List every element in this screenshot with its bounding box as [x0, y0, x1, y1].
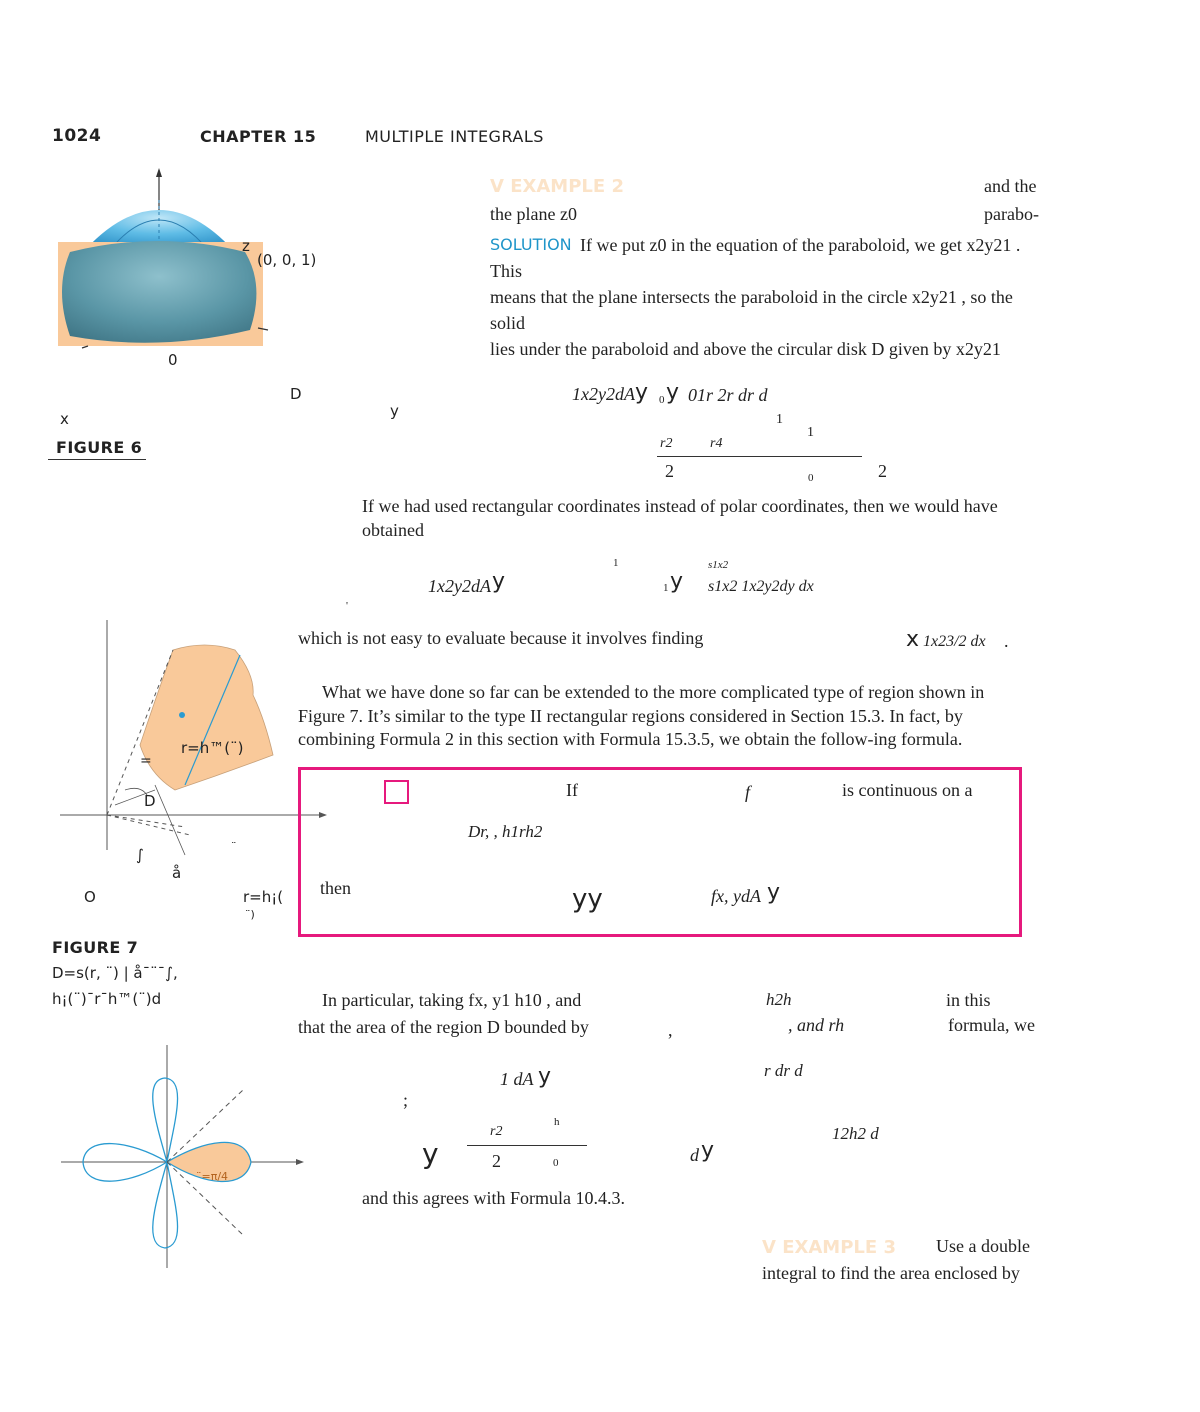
r-h1-label-b: ¨)	[245, 908, 255, 921]
region-d	[140, 645, 273, 790]
point-label: (0, 0, 1)	[257, 251, 317, 269]
figure-6-caption: FIGURE 6	[48, 438, 146, 460]
solution-label: SOLUTION	[490, 235, 572, 254]
dots-label: ¨	[231, 840, 237, 853]
polar-r2: r2	[660, 436, 673, 451]
box-integrand: fx, ydA	[711, 886, 761, 906]
polar-lhs: 1x2y2dA	[572, 384, 635, 404]
a-ring-label: å	[172, 864, 182, 882]
example-2-line2-left: the plane z0	[490, 204, 577, 224]
solution-this: This	[490, 261, 523, 281]
rect-integral-1: y	[492, 569, 506, 594]
finding-rest: 1x23/2 dx	[923, 633, 986, 650]
polar-denom2a: 2	[665, 461, 674, 481]
box-then: then	[320, 878, 351, 898]
area-agrees: and this agrees with Formula 10.4.3.	[362, 1188, 625, 1208]
area-big-integral: y	[422, 1137, 439, 1170]
finding-integral: x	[906, 627, 920, 652]
not-easy-line: which is not easy to evaluate because it involves finding	[298, 628, 704, 648]
polar-rhs: 01r 2r dr d	[688, 385, 768, 405]
figure-7-d-label: D	[144, 792, 156, 810]
area-formula-we: formula, we	[948, 1015, 1035, 1035]
area-denom2: 2	[492, 1151, 501, 1171]
area-r2: r2	[490, 1124, 503, 1139]
r-h1-label: r=h¡(	[243, 888, 284, 906]
polar-denom0: 0	[808, 472, 814, 484]
area-sub0: 0	[553, 1157, 559, 1169]
alpha-label: ∫	[136, 846, 144, 864]
polar-sub0: 0	[659, 394, 665, 406]
example-2-line1-right: and the	[984, 176, 1037, 196]
theta-pi-4-label: ¨=π/4	[196, 1170, 229, 1183]
general-para-3: combining Formula 2 in this section with Formula 15.3.5, we obtain the follow-ing formula.	[298, 729, 963, 749]
box-region: Dr, , h1rh2	[468, 822, 543, 841]
example-3-use: Use a double	[936, 1236, 1030, 1256]
finding-dot: .	[1004, 631, 1009, 651]
box-double-integral: yy	[572, 884, 603, 914]
polar-sup1a: 1	[776, 412, 783, 427]
area-in-particular: In particular, taking fx, y1 h10 , and	[322, 990, 582, 1010]
solution-text: If we put z0 in the equation of the paraboloid, we get x2y21 .	[580, 235, 1021, 255]
area-h-limit: h	[554, 1116, 560, 1128]
area-and-rh: , and rh	[788, 1015, 845, 1035]
rect-integral-2: y	[670, 569, 684, 594]
example-2-tag: V EXAMPLE 2	[490, 176, 624, 197]
rect-mark: '	[346, 600, 348, 612]
general-para-1: What we have done so far can be extended to the more complicated type of region shown in	[322, 682, 985, 702]
rect-inner: s1x2 1x2y2dy dx	[708, 578, 814, 595]
area-semicolon: ;	[403, 1090, 409, 1110]
figure-7-cap-line2: h¡(¨)¯r¯h™(¨)d	[52, 990, 162, 1008]
x-axis-label: x	[60, 410, 69, 428]
general-para-2: Figure 7. It’s similar to the type II rectangular regions considered in Section 15.3. In fact, by	[298, 706, 963, 726]
area-one-da-integral: y	[538, 1064, 552, 1089]
figure-6-paraboloid	[40, 160, 360, 450]
figure-7-caption: FIGURE 7	[52, 938, 139, 957]
polar-fraction-bar	[657, 456, 862, 457]
rect-lhs: 1x2y2dA	[428, 576, 491, 596]
ray-alpha	[107, 815, 190, 835]
polar-denom2b: 2	[878, 461, 887, 481]
area-fraction-bar	[467, 1145, 587, 1146]
area-h2h: h2h	[766, 990, 792, 1009]
area-that-line: that the area of the region D bounded by	[298, 1017, 589, 1037]
origin-label: 0	[168, 351, 178, 369]
area-half-h: 12h2 d	[832, 1124, 879, 1143]
solution-solid: solid	[490, 313, 526, 333]
polar-integral-2: y	[666, 380, 680, 405]
petal-top	[153, 1078, 178, 1162]
chapter-label: CHAPTER 15	[200, 127, 317, 146]
box-continuous: is continuous on a	[842, 780, 973, 800]
polar-sup1b: 1	[807, 425, 814, 440]
example-2-line2-right: parabo-	[984, 204, 1039, 224]
theta-beta-label: =	[140, 753, 152, 769]
page-number: 1024	[52, 126, 102, 146]
section-title: MULTIPLE INTEGRALS	[365, 127, 544, 146]
petal-bottom	[153, 1162, 178, 1248]
region-d-label: D	[290, 385, 302, 403]
area-d: d	[690, 1145, 699, 1165]
example-3-tag: V EXAMPLE 3	[762, 1237, 896, 1258]
solution-lies: lies under the paraboloid and above the circular disk D given by x2y21	[490, 339, 1001, 359]
z-axis-label: z	[242, 237, 250, 255]
polar-integral-1: y	[635, 380, 649, 405]
figure-8-rose	[55, 1040, 315, 1275]
rect-upper: s1x2	[708, 559, 729, 571]
rect-sup1: 1	[613, 557, 619, 569]
rect-intro: If we had used rectangular coordinates instead of polar coordinates, then we would have	[362, 496, 998, 516]
polar-r4: r4	[710, 436, 723, 451]
area-in-this: in this	[946, 990, 991, 1010]
area-one-da: 1 dA	[500, 1069, 534, 1089]
rect-sub1: 1	[663, 582, 669, 594]
figure-7-cap-line1: D=s(r, ¨) | å¯¨¯∫,	[52, 964, 178, 982]
solution-means: means that the plane intersects the paraboloid in the circle x2y21 , so the	[490, 287, 1013, 307]
area-comma: ,	[668, 1020, 673, 1040]
box-f: f	[745, 782, 751, 802]
solid-surface	[62, 241, 256, 343]
example-3-line2: integral to find the area enclosed by	[762, 1263, 1020, 1283]
box-rhs-integral: y	[767, 880, 781, 905]
rect-obtained: obtained	[362, 520, 424, 540]
area-r-dr-d: r dr d	[764, 1061, 803, 1080]
r-h2-label: r=h™(¨)	[181, 739, 244, 757]
figure-7-origin: O	[84, 888, 96, 906]
y-axis-label: y	[390, 402, 399, 420]
box-if: If	[566, 780, 578, 800]
area-d-integral: y	[701, 1138, 715, 1163]
formula-number-box	[384, 780, 409, 804]
